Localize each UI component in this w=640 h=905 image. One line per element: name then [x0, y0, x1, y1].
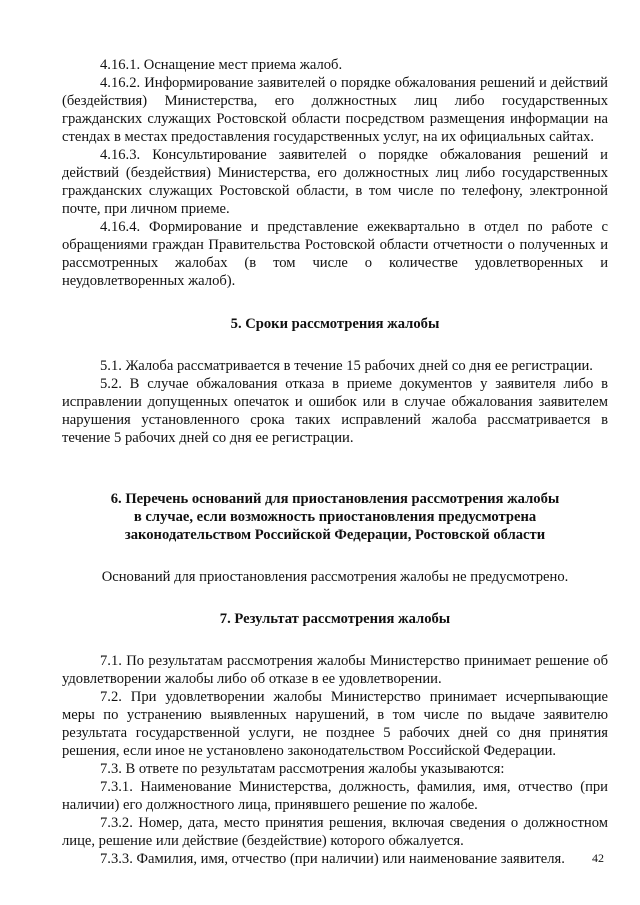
- paragraph-4-16-3: 4.16.3. Консультирование заявителей о порядке обжалования решений и действий (бездействия) Министерства, его должностных лиц либо государственных гражданских служащих Ростовской области, в том числе по телефону, электронной почте, при личном приеме.: [62, 147, 608, 217]
- section-6-heading-line: 6. Перечень оснований для приостановления рассмотрения жалобы: [110, 491, 560, 507]
- paragraph-4-16-2: 4.16.2. Информирование заявителей о порядке обжалования решений и действий (бездействия) Министерства, его должностных лиц либо государственных гражданских служащих Ростовской области посредством размещения информации на стендах в местах предоставления государственных услуг, на их официальных сайтах.: [62, 75, 608, 145]
- paragraph-7-3-2: 7.3.2. Номер, дата, место принятия решения, включая сведения о должностном лице, решение или действие (бездействие) которого обжалуется.: [62, 815, 608, 849]
- section-7-heading: 7. Результат рассмотрения жалобы: [219, 611, 451, 627]
- paragraph-7-3-3: 7.3.3. Фамилия, имя, отчество (при наличии) или наименование заявителя.: [100, 851, 565, 867]
- page-number: 42: [592, 851, 604, 865]
- paragraph-4-16-4: 4.16.4. Формирование и представление ежеквартально в отдел по работе с обращениями граждан Правительства Ростовской области отчетности о полученных и рассмотренных жалобах (в том числе о количестве удовлетворенных и неудовлетворенных жалоб).: [62, 219, 608, 289]
- section-5-heading: 5. Сроки рассмотрения жалобы: [230, 316, 440, 332]
- paragraph-7-3: 7.3. В ответе по результатам рассмотрения жалобы указываются:: [100, 761, 505, 777]
- section-6-text: Оснований для приостановления рассмотрения жалобы не предусмотрено.: [101, 569, 569, 585]
- section-6-heading: [62, 490, 608, 544]
- section-6-heading-line: в случае, если возможность приостановления предусмотрена: [133, 509, 537, 525]
- paragraph-7-2: 7.2. При удовлетворении жалобы Министерство принимает исчерпывающие меры по устранению выявленных нарушений, в том числе по выдаче заявителю результата государственной услуги, не позднее 5 рабочих дней со дня принятия решения, если иное не установлено законодательством Российской Федерации.: [62, 689, 608, 759]
- paragraph-5-2: 5.2. В случае обжалования отказа в приеме документов у заявителя либо в исправлении допущенных опечаток и ошибок или в случае обжалования заявителем нарушения установленного срока таких исправлений жалоба рассматривается в течение 5 рабочих дней со дня ее регистрации.: [62, 376, 608, 446]
- paragraph-7-1: 7.1. По результатам рассмотрения жалобы Министерство принимает решение об удовлетворении жалобы либо об отказе в ее удовлетворении.: [62, 653, 608, 687]
- paragraph-7-3-1: 7.3.1. Наименование Министерства, должность, фамилия, имя, отчество (при наличии) его должностного лица, принявшего решение по жалобе.: [62, 779, 608, 813]
- section-6-heading-line: законодательством Российской Федерации, Ростовской области: [124, 527, 546, 543]
- paragraph-5-1: 5.1. Жалоба рассматривается в течение 15 рабочих дней со дня ее регистрации.: [100, 358, 593, 374]
- document-page: [62, 56, 608, 868]
- paragraph-4-16-1: 4.16.1. Оснащение мест приема жалоб.: [100, 57, 343, 73]
